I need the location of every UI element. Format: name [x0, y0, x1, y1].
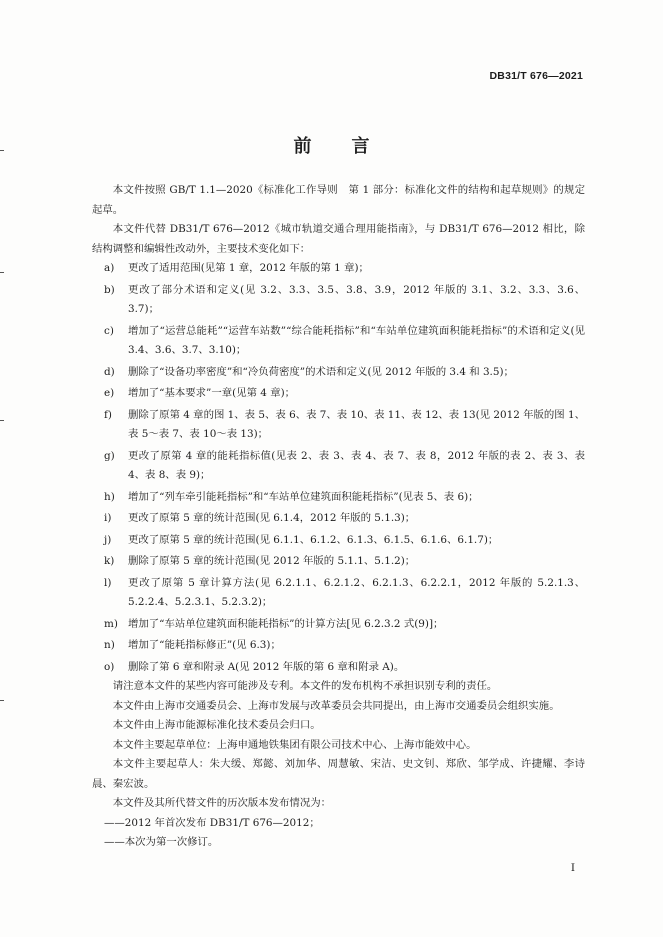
list-item-text: 更改了原第 4 章的能耗指标值(见表 2、表 3、表 4、表 7、表 8，2012 年版的表 2、表 3、表 4、表 8、表 9)；: [128, 449, 585, 481]
list-item-text: 删除了“设备功率密度”和“冷负荷密度”的术语和定义(见 2012 年版的 3.4 和 3.5)；: [128, 365, 514, 378]
list-item-text: 增加了“能耗指标修正”(见 6.3)；: [128, 639, 281, 651]
standard-code: DB31/T 676—2021: [489, 70, 583, 82]
history-item: ——2012 年首次发布 DB31/T 676—2012；: [104, 816, 320, 829]
list-item-text: 删除了原第 4 章的图 1、表 5、表 6、表 7、表 10、表 11、表 12、表 13(见 2012 年版的图 1、表 5～表 7、表 10～表 13)；: [128, 408, 585, 440]
paragraph-drafting-units: 本文件主要起草单位：上海申通地铁集团有限公司技术中心、上海市能效中心。: [112, 738, 477, 751]
list-item-text: 更改了原第 5 章的统计范围(见 6.1.4，2012 年版的 5.1.3)；: [128, 512, 416, 524]
changes-list: [92, 259, 585, 677]
paragraph-proposed: 本文件由上海市交通委员会、上海市发展与改革委员会共同提出，由上海市交通委员会组织实施。: [112, 699, 560, 712]
list-item: [92, 574, 585, 613]
paragraph-history-intro: 本文件及其所代替文件的历次版本发布情况为：: [112, 797, 331, 809]
list-marker: m): [104, 617, 118, 630]
list-item: [92, 259, 585, 279]
list-marker: b): [104, 283, 115, 296]
list-marker: c): [104, 324, 114, 337]
list-marker: k): [104, 555, 115, 567]
foreword-body: [92, 181, 585, 853]
list-item: [92, 322, 585, 361]
paragraph-replace: 本文件代替 DB31/T 676—2012《城市轨道交通合理用能指南》，与 DB31/T 676—2012 相比，除结构调整和编辑性改动外，主要技术变化如下：: [92, 223, 585, 255]
list-item: [92, 615, 585, 635]
list-marker: f): [104, 408, 112, 421]
list-item-text: 增加了“车站单位建筑面积能耗指标”的计算方法[见 6.2.3.2 式(9)]；: [128, 617, 444, 630]
list-item: [92, 636, 585, 656]
list-marker: o): [104, 660, 115, 673]
list-marker: g): [104, 449, 115, 462]
list-item: [92, 363, 585, 383]
paragraph-centralized: 本文件由上海市能源标准化技术委员会归口。: [112, 719, 321, 731]
list-item: [92, 531, 585, 551]
list-item-text: 增加了“基本要求”一章(见第 4 章)；: [128, 387, 296, 399]
page-title: 前言: [293, 136, 410, 157]
scan-edge-mark: [0, 272, 4, 273]
list-marker: h): [104, 490, 115, 503]
list-marker: i): [104, 512, 112, 524]
list-item: [92, 658, 585, 678]
list-marker: j): [104, 533, 112, 546]
list-item-text: 更改了部分术语和定义(见 3.2、3.3、3.5、3.8、3.9，2012 年版的 3.1、3.2、3.3、3.6、3.7)；: [128, 283, 585, 315]
list-marker: d): [104, 365, 115, 378]
scan-edge-mark: [0, 700, 4, 701]
scan-edge-mark: [0, 420, 4, 421]
list-item: [92, 509, 585, 529]
list-item-text: 更改了适用范围(见第 1 章，2012 年版的第 1 章)；: [128, 262, 369, 274]
list-item: [92, 406, 585, 445]
list-item-text: 删除了第 6 章和附录 A(见 2012 年版的第 6 章和附录 A)。: [128, 660, 405, 673]
paragraph-patent: 请注意本文件的某些内容可能涉及专利。本文件的发布机构不承担识别专利的责任。: [112, 680, 498, 692]
paragraph-basis: 本文件按照 GB/T 1.1—2020《标准化工作导则 第 1 部分：标准化文件的结构和起草规则》的规定起草。: [92, 184, 585, 216]
page-number: I: [570, 862, 575, 874]
list-marker: l): [104, 576, 112, 589]
list-item: [92, 488, 585, 508]
list-marker: a): [104, 262, 115, 274]
list-item: [92, 384, 585, 404]
list-marker: n): [104, 639, 115, 651]
paragraph-drafters: 本文件主要起草人：朱大缓、郑懿、刘加华、周慧敏、宋洁、史文钊、郑欣、邹学成、许捷耀、李诗晨、秦宏波。: [92, 758, 585, 790]
list-item: [92, 447, 585, 486]
list-item-text: 增加了“列车牵引能耗指标”和“车站单位建筑面积能耗指标”(见表 5、表 6)；: [128, 490, 479, 503]
list-item-text: 增加了“运营总能耗”“运营车站数”“综合能耗指标”和“车站单位建筑面积能耗指标”的术语和定义(见 3.4、3.6、3.7、3.10)；: [128, 324, 585, 356]
list-item-text: 删除了原第 5 章的统计范围(见 2012 年版的 5.1.1、5.1.2)；: [128, 555, 416, 567]
list-item-text: 更改了原第 5 章计算方法(见 6.2.1.1、6.2.1.2、6.2.1.3、6.2.2.1，2012 年版的 5.2.1.3、5.2.2.4、5.2.3.1、5.2.3.2)；: [128, 576, 585, 608]
list-marker: e): [104, 387, 115, 399]
list-item: [92, 552, 585, 572]
history-item: ——本次为第一次修订。: [104, 836, 219, 848]
list-item-text: 更改了原第 5 章的统计范围(见 6.1.1、6.1.2、6.1.3、6.1.5、6.1.6、6.1.7)；: [128, 533, 499, 546]
list-item: [92, 281, 585, 320]
